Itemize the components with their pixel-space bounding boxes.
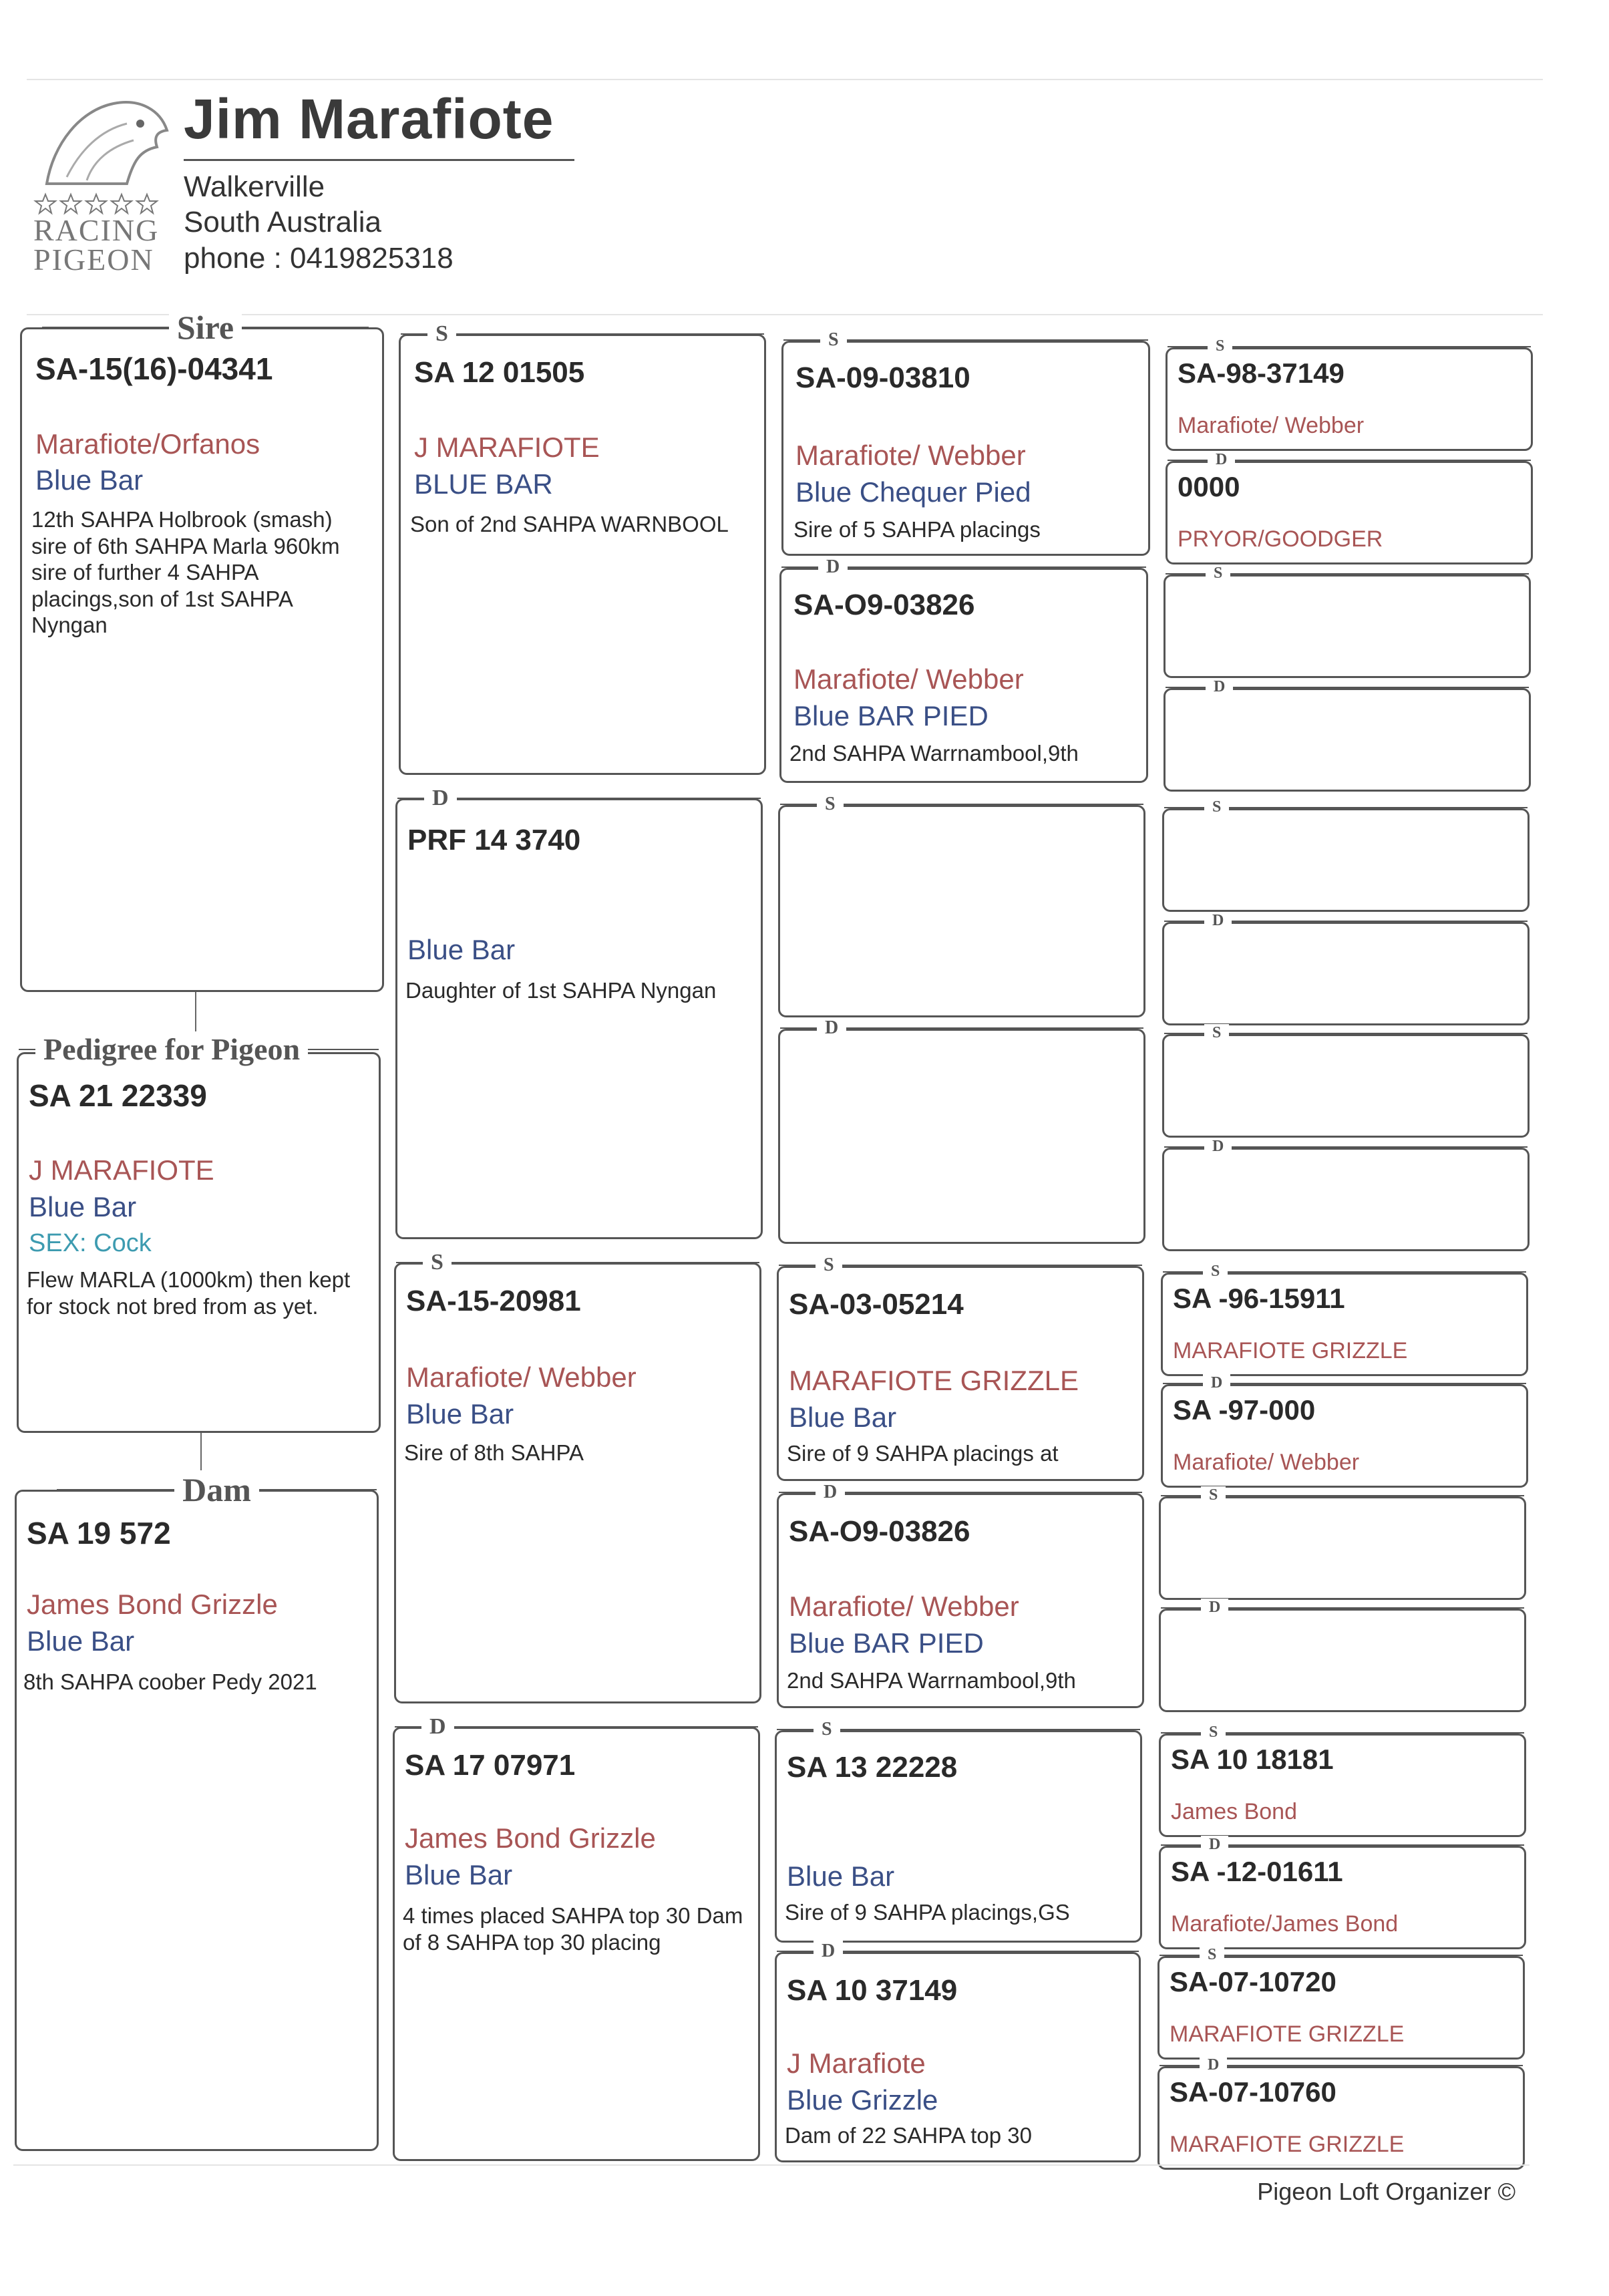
gen4-breeder: Marafiote/ Webber (1173, 1450, 1360, 1475)
ds-breeder: Marafiote/ Webber (406, 1361, 637, 1393)
gen4-card[interactable] (1157, 1946, 1525, 2060)
dss-breeder: MARAFIOTE GRIZZLE (789, 1365, 1079, 1396)
sds-card[interactable] (778, 794, 1145, 1017)
pigeon-head-icon (40, 84, 174, 190)
dds-card[interactable] (775, 1719, 1142, 1943)
gen4-card[interactable] (1161, 1374, 1528, 1488)
s-label: S (817, 794, 844, 815)
dam-dam-card[interactable] (393, 1714, 760, 2161)
sd-color: Blue Bar (407, 934, 516, 965)
gen4-card[interactable] (1159, 1836, 1526, 1949)
ddd-breeder: J Marafiote (787, 2047, 926, 2079)
sire-dam-card[interactable] (395, 786, 763, 1239)
dam-legend: Dam (174, 1470, 259, 1509)
dam-color: Blue Bar (27, 1625, 135, 1657)
s-label: S (1208, 337, 1232, 355)
gen4-card[interactable] (1157, 2056, 1525, 2170)
dam-notes: 8th SAHPA coober Pedy 2021 (23, 1669, 317, 1694)
gen4-breeder: MARAFIOTE GRIZZLE (1170, 2132, 1405, 2157)
d-label: D (818, 556, 848, 578)
sire-notes: 12th SAHPA Holbrook (smash) sire of 6th SAHPA Marla 960km sire of further 4 SAHPA placings,son of 1st SAHPA Nyngan (31, 507, 340, 638)
gen4-ring: 0000 (1178, 471, 1240, 502)
gen4-card[interactable] (1164, 678, 1531, 792)
gen4-ring: SA-07-10720 (1170, 1966, 1336, 1997)
gen4-breeder: PRYOR/GOODGER (1178, 526, 1383, 552)
sss-breeder: Marafiote/ Webber (795, 440, 1026, 471)
gen4-breeder: MARAFIOTE GRIZZLE (1170, 2021, 1405, 2047)
sd-notes: Daughter of 1st SAHPA Nyngan (405, 978, 717, 1003)
ss-ring: SA 12 01505 (414, 356, 585, 389)
gen4-ring: SA-98-37149 (1178, 357, 1345, 389)
top-rule (27, 79, 1543, 80)
sd-ring: PRF 14 3740 (407, 824, 581, 856)
ssd-ring: SA-O9-03826 (793, 589, 975, 621)
dds-notes: Sire of 9 SAHPA placings,GS (785, 1900, 1070, 1925)
owner-underline (184, 159, 574, 161)
ssd-notes: 2nd SAHPA Warrnambool,9th (789, 741, 1079, 766)
sire-card[interactable] (20, 309, 384, 992)
gen4-ring: SA -96-15911 (1173, 1283, 1345, 1314)
subject-sex: SEX: Cock (29, 1229, 152, 1257)
subject-notes: Flew MARLA (1000km) then kept for stock not bred from as yet. (27, 1267, 351, 1319)
ss-notes: Son of 2nd SAHPA WARNBOOL (410, 512, 729, 536)
gen4-card[interactable] (1164, 564, 1531, 678)
ssd-card[interactable] (779, 556, 1148, 783)
gen4-ring: SA-07-10760 (1170, 2076, 1336, 2108)
d-label: D (1201, 1599, 1228, 1617)
dam-sire-card[interactable] (394, 1250, 761, 1703)
gen4-breeder: Marafiote/James Bond (1171, 1911, 1399, 1937)
s-label: S (1204, 798, 1229, 816)
gen4-breeder: MARAFIOTE GRIZZLE (1173, 1338, 1408, 1363)
subject-ring: SA 21 22339 (29, 1078, 207, 1113)
dsd-color: Blue BAR PIED (789, 1627, 984, 1659)
s-label: S (427, 321, 456, 347)
ddd-card[interactable] (775, 1941, 1141, 2162)
subject-color: Blue Bar (29, 1191, 137, 1222)
logo-text-racing: RACING (33, 213, 160, 247)
s-label: S (1201, 1724, 1226, 1742)
subject-breeder: J MARAFIOTE (29, 1154, 214, 1186)
dd-notes: 4 times placed SAHPA top 30 Dam of 8 SAHPA top 30 placing (403, 1903, 743, 1955)
dss-ring: SA-03-05214 (789, 1288, 964, 1321)
gen4-ring: SA -97-000 (1173, 1394, 1316, 1426)
sss-color: Blue Chequer Pied (795, 476, 1031, 508)
gen4-breeder: James Bond (1171, 1799, 1297, 1824)
sire-sire-card[interactable] (399, 321, 766, 775)
dds-ring: SA 13 22228 (787, 1751, 958, 1784)
owner-phone: phone : 0419825318 (184, 242, 454, 275)
s-label: S (1204, 1024, 1229, 1042)
s-label: S (1200, 1946, 1224, 1964)
sire-legend: Sire (169, 308, 242, 347)
logo-text-pigeon: PIGEON (33, 242, 154, 277)
sdd-card[interactable] (778, 1017, 1145, 1244)
ds-ring: SA-15-20981 (406, 1285, 581, 1317)
d-label: D (1200, 2056, 1227, 2074)
gen4-card[interactable] (1159, 1486, 1526, 1600)
dsd-breeder: Marafiote/ Webber (789, 1591, 1019, 1622)
owner-name: Jim Marafiote (184, 88, 554, 150)
sire-breeder: Marafiote/Orfanos (35, 428, 260, 460)
s-label: S (1206, 564, 1230, 583)
gen4-ring: SA 10 18181 (1171, 1744, 1334, 1775)
ds-color: Blue Bar (406, 1398, 514, 1430)
d-label: D (817, 1017, 846, 1039)
dds-color: Blue Bar (787, 1860, 895, 1892)
ssd-breeder: Marafiote/ Webber (793, 663, 1024, 695)
d-label: D (424, 786, 457, 811)
dss-notes: Sire of 9 SAHPA placings at (787, 1441, 1059, 1466)
owner-city: Walkerville (184, 170, 325, 203)
d-label: D (1204, 912, 1232, 930)
d-label: D (421, 1714, 454, 1740)
ss-color: BLUE BAR (414, 468, 553, 500)
sire-ring: SA-15(16)-04341 (35, 351, 273, 386)
subject-card[interactable] (17, 1032, 381, 1433)
s-label: S (816, 1255, 842, 1276)
d-label: D (1208, 451, 1235, 469)
dsd-notes: 2nd SAHPA Warrnambool,9th (787, 1668, 1076, 1693)
d-label: D (1206, 678, 1233, 696)
ds-notes: Sire of 8th SAHPA (404, 1440, 584, 1465)
ss-breeder: J MARAFIOTE (414, 432, 600, 463)
gen4-card[interactable] (1162, 1138, 1530, 1251)
gen4-card[interactable] (1162, 798, 1530, 912)
ssd-color: Blue BAR PIED (793, 700, 989, 731)
gen4-card[interactable] (1166, 451, 1533, 564)
d-label: D (814, 1941, 843, 1962)
sss-ring: SA-09-03810 (795, 361, 970, 394)
sss-card[interactable] (781, 329, 1150, 556)
dss-card[interactable] (777, 1255, 1144, 1481)
gen4-breeder: Marafiote/ Webber (1178, 413, 1365, 438)
pedigree-for-legend: Pedigree for Pigeon (35, 1031, 308, 1067)
d-label: D (1203, 1374, 1230, 1392)
dam-breeder: James Bond Grizzle (27, 1589, 278, 1620)
dd-ring: SA 17 07971 (405, 1749, 576, 1782)
dsd-ring: SA-O9-03826 (789, 1515, 970, 1548)
d-label: D (1204, 1138, 1232, 1156)
footer-rule (13, 2164, 1530, 2166)
dd-color: Blue Bar (405, 1859, 513, 1891)
sire-color: Blue Bar (35, 464, 144, 496)
gen4-card[interactable] (1159, 1724, 1526, 1837)
dam-card[interactable] (15, 1471, 379, 2151)
gen4-card[interactable] (1159, 1599, 1526, 1712)
ddd-notes: Dam of 22 SAHPA top 30 (785, 2123, 1032, 2148)
owner-state: South Australia (184, 206, 381, 238)
dd-breeder: James Bond Grizzle (405, 1822, 656, 1854)
dss-color: Blue Bar (789, 1402, 897, 1433)
d-label: D (1201, 1836, 1228, 1854)
s-label: S (820, 329, 847, 351)
ddd-ring: SA 10 37149 (787, 1974, 958, 2007)
s-label: S (1203, 1263, 1228, 1281)
s-label: S (814, 1719, 840, 1740)
gen4-card[interactable] (1162, 912, 1530, 1025)
gen4-ring: SA -12-01611 (1171, 1856, 1343, 1887)
gen4-card[interactable] (1166, 337, 1533, 451)
dsd-card[interactable] (777, 1482, 1144, 1708)
footer-credit: Pigeon Loft Organizer © (1257, 2178, 1515, 2205)
d-label: D (816, 1482, 845, 1503)
s-label: S (423, 1250, 452, 1275)
gen4-card[interactable] (1162, 1024, 1530, 1138)
ddd-color: Blue Grizzle (787, 2084, 938, 2116)
s-label: S (1201, 1486, 1226, 1504)
dam-ring: SA 19 572 (27, 1516, 171, 1550)
sss-notes: Sire of 5 SAHPA placings (793, 517, 1041, 542)
gen4-card[interactable] (1161, 1263, 1528, 1376)
